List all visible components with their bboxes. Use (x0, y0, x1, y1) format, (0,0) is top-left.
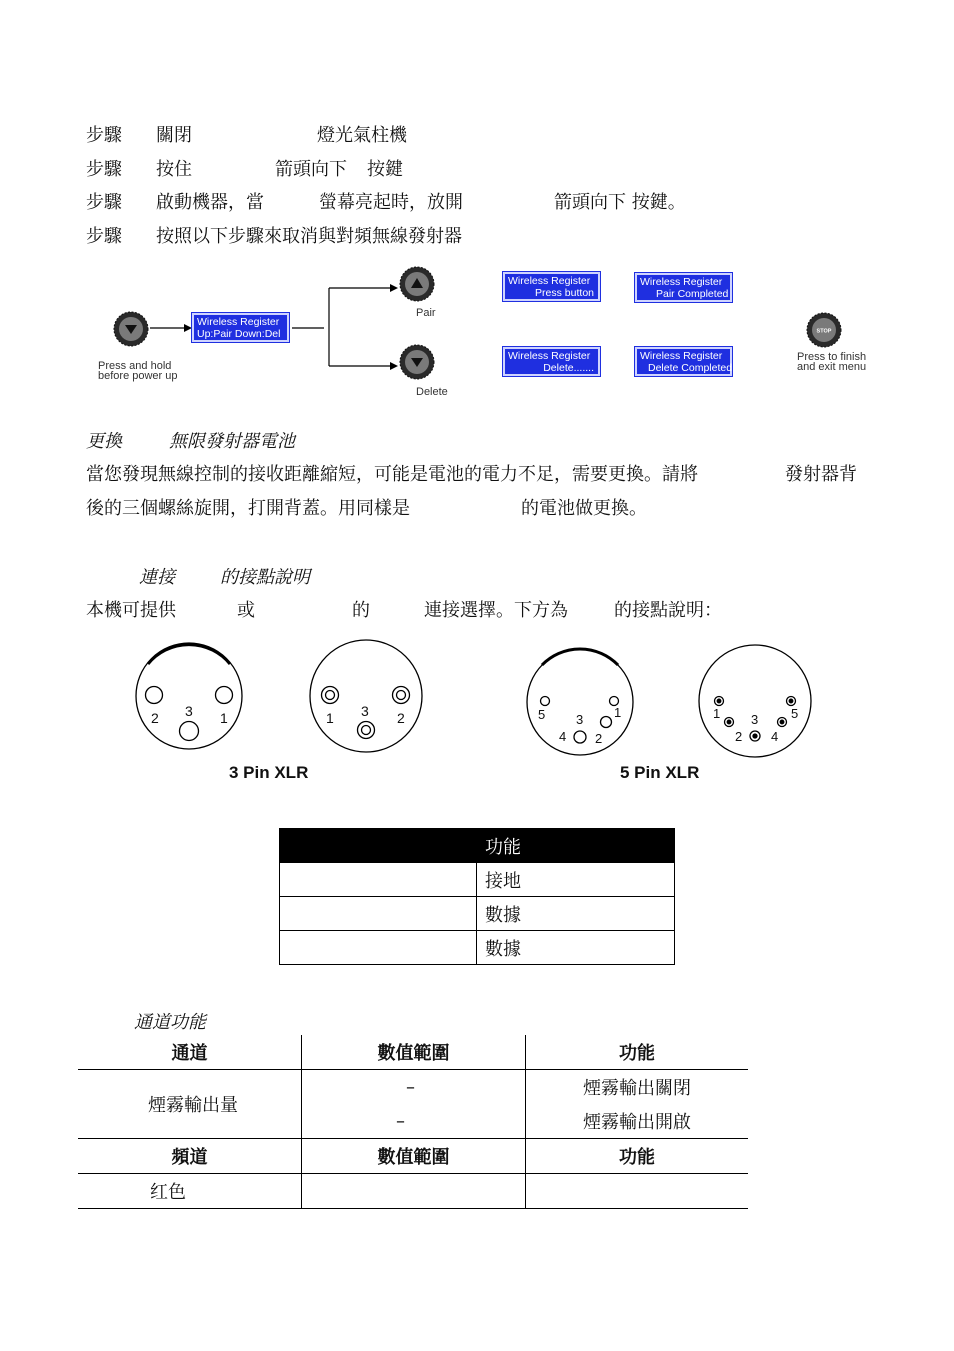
section-heading: 連接 的接點說明 (139, 567, 310, 588)
start-caption: Press and hold before power up (98, 360, 178, 382)
step-text: 按鍵 (367, 159, 403, 180)
up-arrow-button-icon (399, 266, 435, 302)
pin-number: 5 (791, 706, 799, 721)
step-text: 螢幕亮起時，放開 (319, 192, 463, 213)
table-row (78, 1174, 748, 1209)
table-row (280, 931, 675, 965)
lcd-pair-completed: Wireless Register Pair Completed (635, 273, 732, 302)
xlr5-label: 5 Pin XLR (620, 763, 700, 782)
pair-label: Pair (416, 307, 436, 319)
table-row (280, 863, 675, 897)
pin-number: 1 (220, 710, 228, 726)
table-header-row (78, 1139, 748, 1174)
lcd-pair-press: Wireless Register Press button (503, 272, 600, 301)
channel-cell: 煙霧輸出量 (78, 1070, 302, 1139)
pin-number: 3 (751, 712, 759, 727)
connect-description: 本機可提供 或 的 連接選擇。下方為 的接點說明： (86, 600, 722, 621)
stop-button-icon (806, 312, 842, 348)
pin-number: 2 (735, 729, 743, 744)
channel-cell: 红色 (78, 1174, 302, 1209)
pin-number: 2 (595, 731, 603, 746)
section-heading: 通道功能 (134, 1012, 206, 1033)
function-cell: 數據 (477, 931, 675, 965)
step-text: 啟動機器，當 (156, 192, 264, 213)
table-header-row (280, 829, 675, 863)
pin-number: 3 (361, 703, 369, 719)
down-arrow-button-icon (399, 344, 435, 380)
pin-number: 1 (326, 710, 334, 726)
table-header-row (78, 1035, 748, 1070)
step-text: 關閉 (156, 125, 192, 146)
pin-number: 1 (713, 706, 721, 721)
function-cell: 數據 (477, 897, 675, 931)
step-text: 按照以下步驟來取消與對頻無線發射器 (156, 226, 462, 247)
down-arrow-button-icon (113, 311, 149, 347)
xlr3-label: 3 Pin XLR (229, 763, 309, 782)
table-header-cell: 功能 (526, 1035, 749, 1070)
function-cell (526, 1174, 749, 1209)
range-cell (302, 1174, 526, 1209)
delete-label: Delete (416, 386, 448, 398)
pin-number: 3 (576, 712, 584, 727)
battery-paragraph-line: 當您發現無線控制的接收距離縮短，可能是電池的電力不足，需要更換。請將 發射器背 (86, 464, 857, 485)
pin-cell (280, 897, 477, 931)
pin-number: 4 (771, 729, 779, 744)
table-header-cell: 通道 (78, 1035, 302, 1070)
step-text: 燈光氣柱機 (317, 125, 407, 146)
pin-number: 3 (185, 703, 193, 719)
function-cell: 煙霧輸出關閉 (526, 1070, 749, 1105)
table-header-cell: 數值範圍 (302, 1139, 526, 1174)
stop-text: STOP (816, 328, 832, 335)
step-label: 步驟 (86, 159, 122, 180)
battery-paragraph-line: 後的三個螺絲旋開，打開背蓋。用同樣是 的電池做更換。 (86, 498, 647, 519)
range-cell: – (302, 1070, 526, 1105)
table-header-cell: 功能 (477, 829, 675, 863)
step-label: 步驟 (86, 226, 122, 247)
table-row (280, 897, 675, 931)
step-text: 按住 (156, 159, 192, 180)
pin-number: 5 (538, 707, 546, 722)
pin-cell (280, 863, 477, 897)
table-header-cell (280, 829, 477, 863)
step-label: 步驟 (86, 125, 122, 146)
lcd-delete-completed: Wireless Register Delete Completed (635, 347, 732, 376)
pin-number: 2 (151, 710, 159, 726)
lcd-main-menu: Wireless Register Up:Pair Down:Del (192, 313, 289, 342)
table-header-cell: 功能 (526, 1139, 749, 1174)
section-heading: 更換 無限發射器電池 (86, 431, 295, 452)
step-label: 步驟 (86, 192, 122, 213)
range-cell: – (302, 1104, 526, 1139)
function-cell: 接地 (477, 863, 675, 897)
pin-number: 1 (614, 705, 622, 720)
table-row (78, 1070, 748, 1105)
pin-function-table (279, 828, 675, 965)
table-header-cell: 頻道 (78, 1139, 302, 1174)
pin-cell (280, 931, 477, 965)
pin-number: 4 (559, 729, 567, 744)
stop-caption: Press to finish and exit menu (797, 351, 867, 373)
table-header-cell: 數值範圍 (302, 1035, 526, 1070)
lcd-delete-progress: Wireless Register Delete....... (503, 347, 600, 376)
step-text: 箭頭向下 按鍵。 (554, 192, 686, 213)
step-text: 箭頭向下 (275, 159, 347, 180)
channel-function-table (78, 1035, 748, 1209)
pin-number: 2 (397, 710, 405, 726)
function-cell: 煙霧輸出開啟 (526, 1104, 749, 1139)
